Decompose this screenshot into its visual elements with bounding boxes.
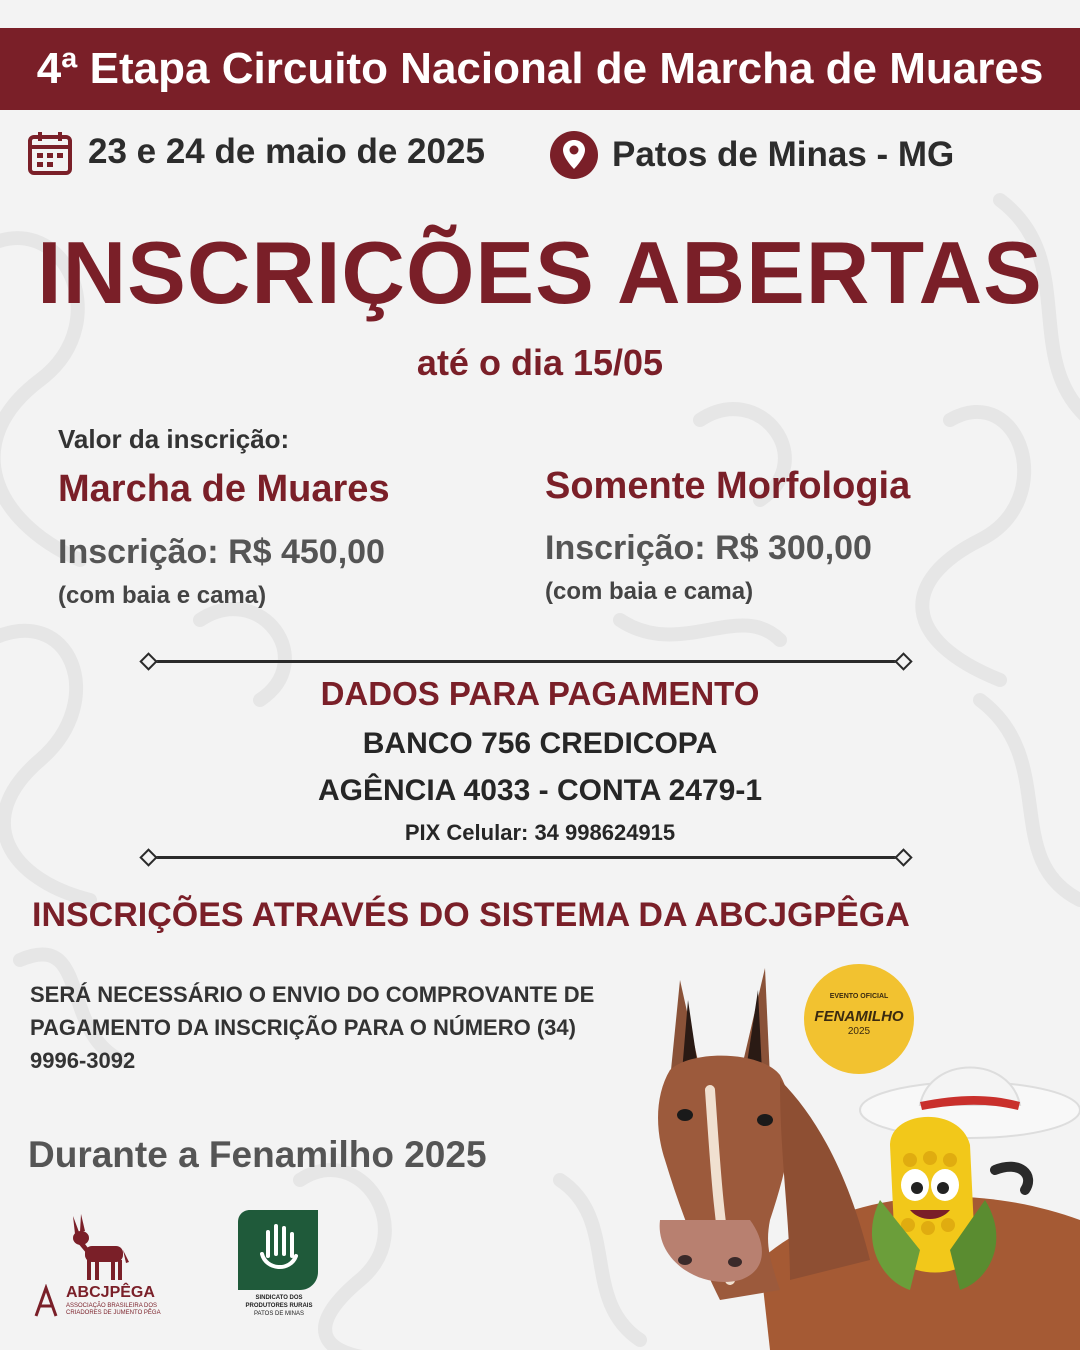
registration-system: INSCRIÇÕES ATRAVÉS DO SISTEMA DA ABCJGPÊGA [32, 896, 910, 934]
location-pin-icon [548, 130, 600, 180]
main-headline: INSCRIÇÕES ABERTAS [37, 223, 1043, 322]
divider-top [150, 660, 902, 663]
event-location: Patos de Minas - MG [612, 135, 955, 174]
pricing-label: Valor da inscrição: [58, 424, 290, 454]
abcjpega-line1: ASSOCIAÇÃO BRASILEIRA DOS [66, 1303, 158, 1309]
option-note-morfologia: (com baia e cama) [545, 578, 754, 605]
payment-bank: BANCO 756 CREDICOPA [362, 727, 718, 760]
sindicato-logo [234, 1210, 324, 1330]
donkey-logo-icon [65, 1214, 135, 1284]
event-date: 23 e 24 de maio de 2025 [88, 132, 485, 171]
badge-top: EVENTO OFICIAL [829, 993, 889, 1000]
sindicato-line2: PRODUTORES RURAIS [245, 1303, 313, 1309]
sindicato-line1: SINDICATO DOS [255, 1295, 303, 1301]
option-note-marcha: (com baia e cama) [58, 582, 267, 609]
payment-account: AGÊNCIA 4033 - CONTA 2479-1 [317, 774, 763, 807]
abcjpega-name: ABCJPÊGA [66, 1284, 155, 1301]
option-price-marcha: Inscrição: R$ 450,00 [58, 533, 385, 571]
option-title-morfologia: Somente Morfologia [545, 465, 911, 507]
abcjpega-line2: CRIADORES DE JUMENTO PÊGA [66, 1310, 161, 1316]
registration-notice: SERÁ NECESSÁRIO O ENVIO DO COMPROVANTE DE PAGAMENTO DA INSCRIÇÃO PARA O NÚMERO (34) 9996-3092 [30, 982, 595, 1073]
divider-bottom [150, 856, 902, 859]
fenamilho-badge [804, 964, 914, 1074]
sindicato-text [224, 1294, 334, 1318]
header-title: 4ª Etapa Circuito Nacional de Marcha de Muares [36, 44, 1044, 93]
calendar-icon [27, 130, 73, 176]
option-price-morfologia: Inscrição: R$ 300,00 [545, 529, 872, 567]
sindicato-line3: PATOS DE MINAS [253, 1311, 304, 1317]
payment-pix: PIX Celular: 34 998624915 [404, 820, 676, 845]
abcjpega-monogram-icon [32, 1284, 64, 1318]
during-fenamilho: Durante a Fenamilho 2025 [28, 1134, 487, 1175]
deadline: até o dia 15/05 [416, 342, 664, 383]
abcjpega-logo [32, 1214, 182, 1324]
payment-title: DADOS PARA PAGAMENTO [320, 675, 760, 712]
badge-name: FENAMILHO [814, 1008, 904, 1025]
sindicato-hand-icon [238, 1210, 318, 1290]
option-title-marcha: Marcha de Muares [58, 468, 390, 510]
header-banner [0, 28, 1080, 110]
corn-mascot-illustration [820, 1050, 1080, 1300]
badge-year: 2025 [847, 1026, 871, 1037]
